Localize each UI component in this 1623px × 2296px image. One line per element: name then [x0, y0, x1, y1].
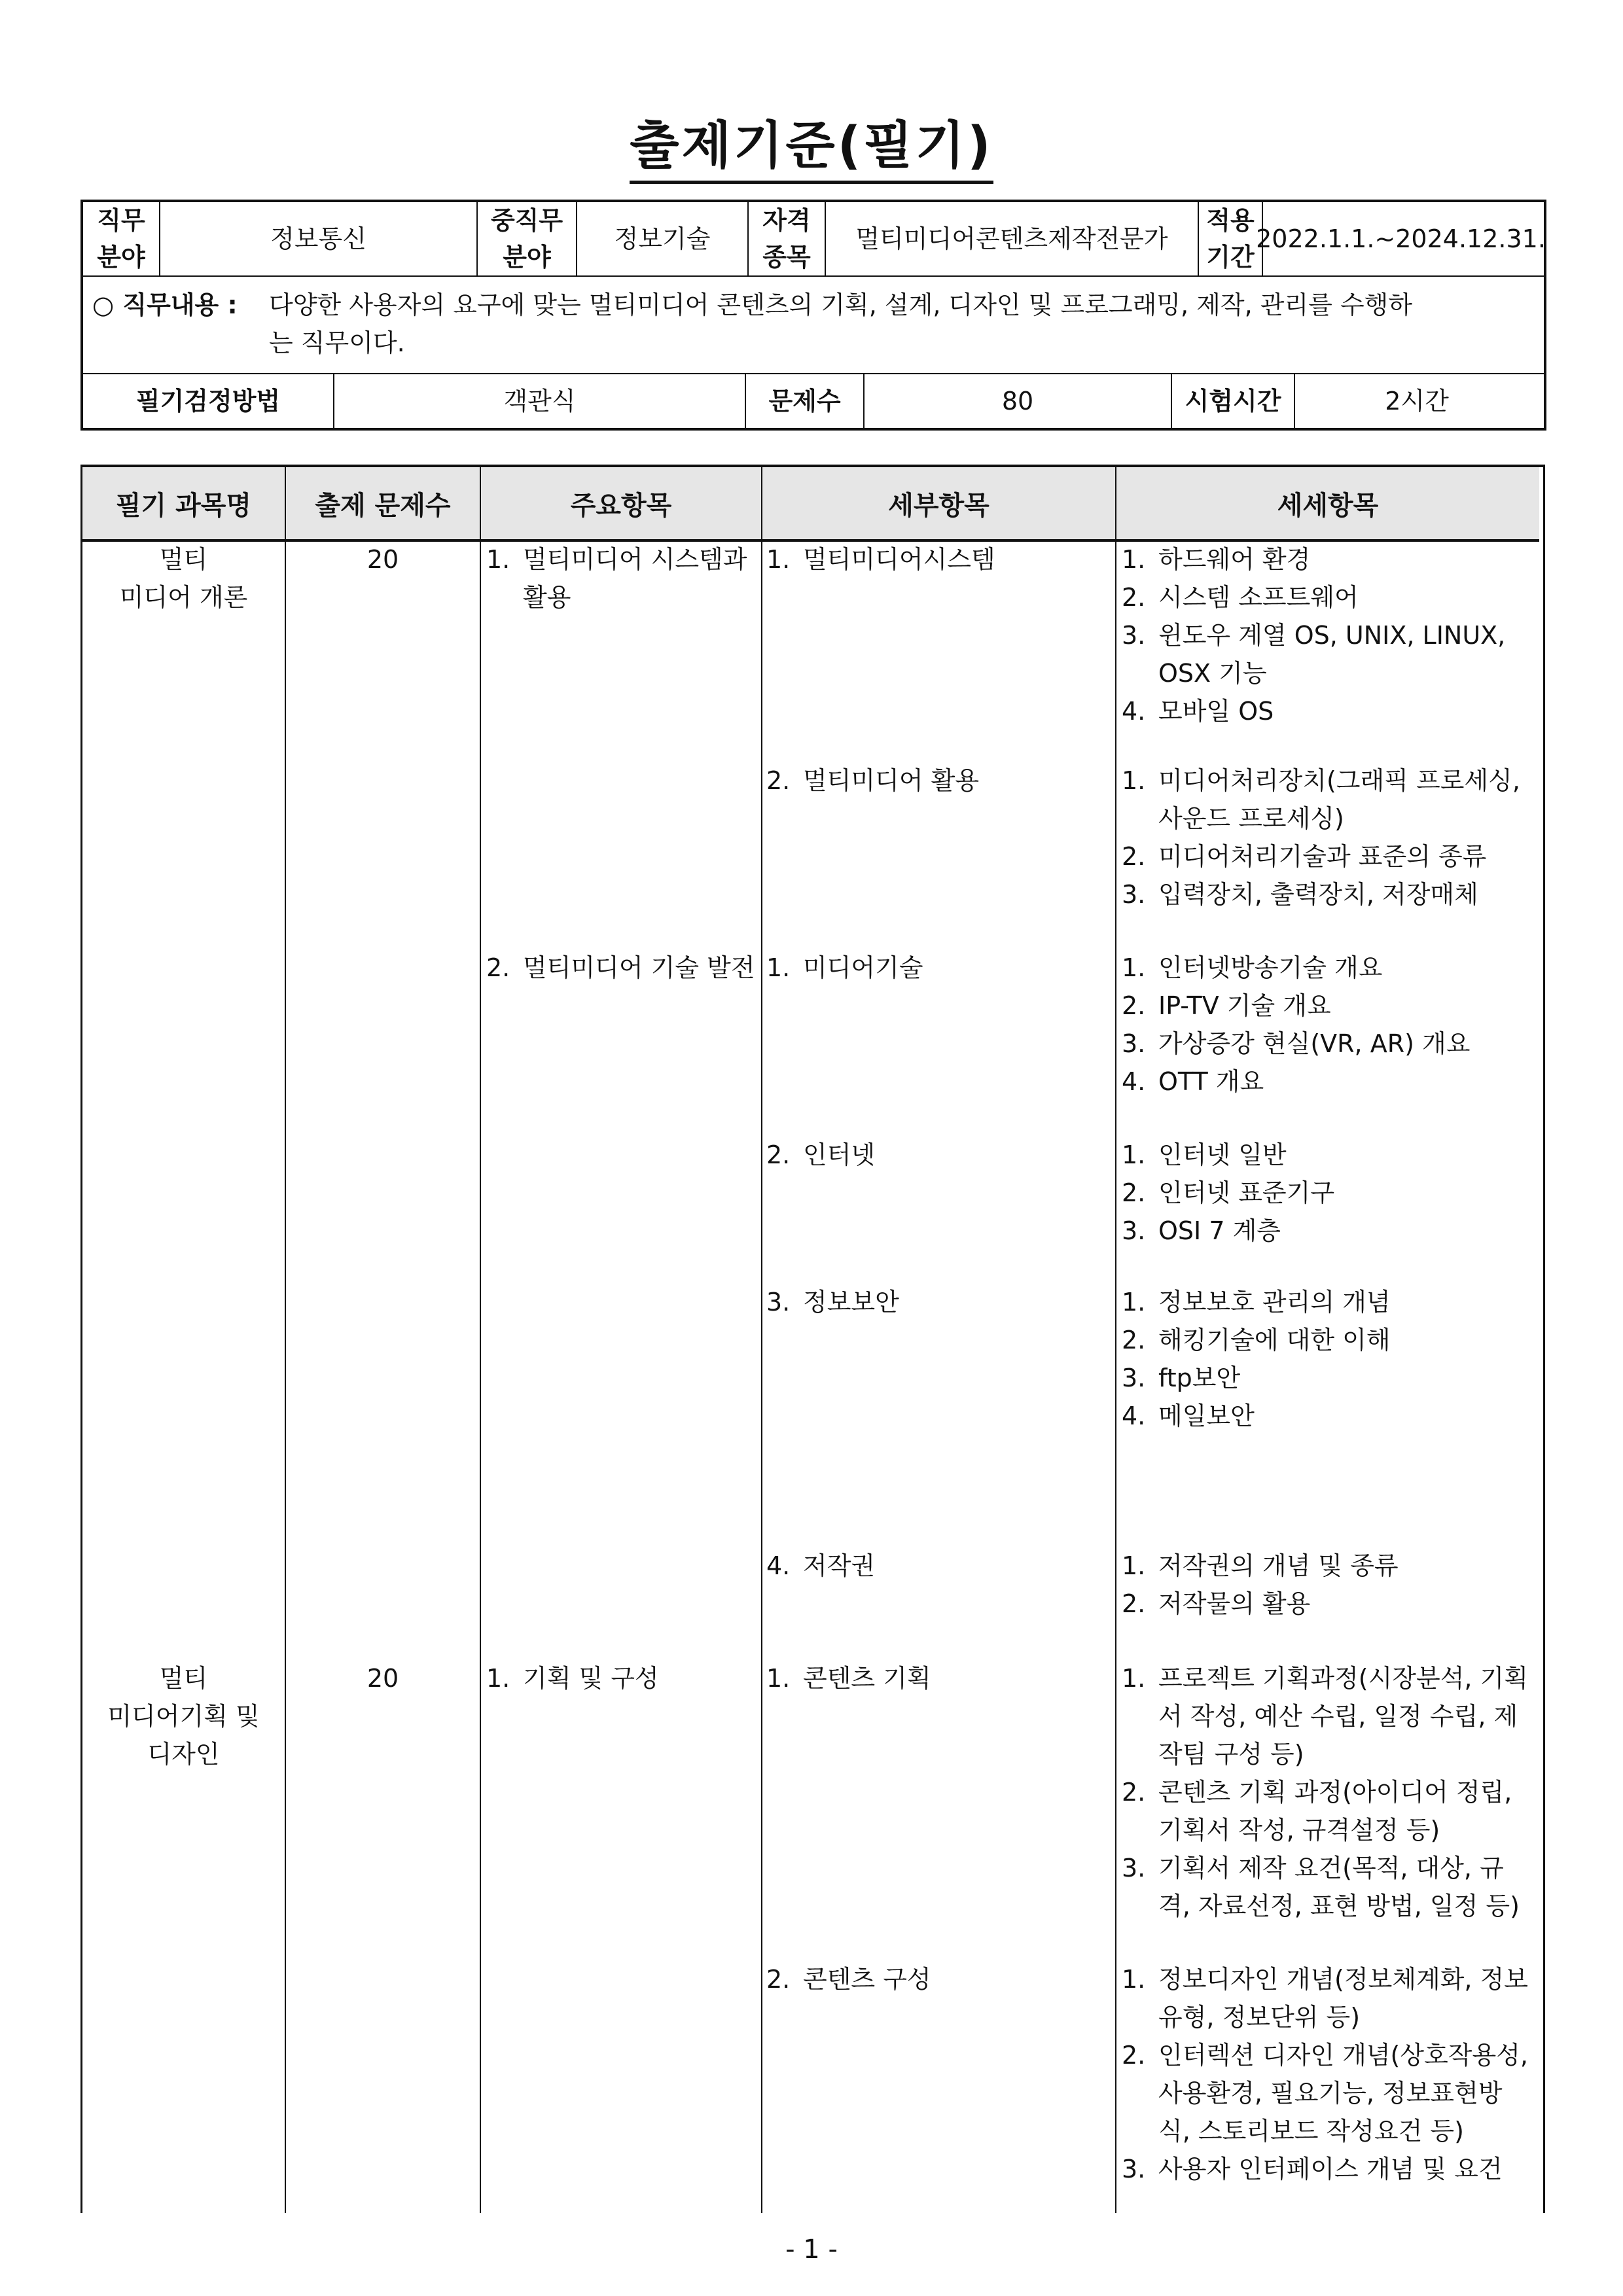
mid-field-label: 중직무 분야: [478, 202, 577, 275]
list-item: 3. OSI 7 계층: [1122, 1216, 1281, 1245]
header-subject: 필기 과목명: [115, 490, 252, 521]
page-number: - 1 -: [785, 2234, 838, 2265]
exam-info-table: [80, 200, 1546, 431]
list-item: 2. 인터렉션 디자인 개념(상호작용성, 사용환경, 필요기능, 정보표현방식, 스토리보드 작성요건 등): [1122, 2041, 1528, 2146]
column-divider: [480, 467, 481, 2213]
header-detail-item: 세세항목: [1277, 490, 1379, 521]
header-sub-item: 세부항목: [888, 490, 990, 521]
table-header: [82, 467, 1539, 542]
column-divider: [285, 467, 286, 2213]
job-field-label: 직무 분야: [83, 202, 160, 275]
list-item: 3. 입력장치, 출력장치, 저장매체: [1122, 880, 1478, 909]
count-label: 문제수: [746, 374, 865, 428]
list-item: 1. 저작권의 개념 및 종류: [1122, 1551, 1399, 1580]
period-label: 적용 기간: [1199, 202, 1263, 275]
sub-item: 1. 멀티미디어시스템: [766, 545, 995, 574]
list-item: 3. 가상증강 현실(VR, AR) 개요: [1122, 1029, 1471, 1058]
list-item: 2. 저작물의 활용: [1122, 1589, 1311, 1618]
qualification-label: 자격 종목: [749, 202, 826, 275]
column-divider: [1115, 467, 1116, 2213]
sub-item: 4. 저작권: [766, 1551, 876, 1580]
detail-item-list: [1122, 1960, 1534, 2188]
syllabus-table: [80, 465, 1545, 2213]
duty-text: 다양한 사용자의 요구에 맞는 멀티미디어 콘텐츠의 기획, 설계, 디자인 및 프로그래밍, 제작, 관리를 수행하는 직무이다.: [269, 291, 1413, 357]
subject-name: 멀티 미디어기획 및 디자인: [107, 1664, 260, 1769]
header-count: 출제 문제수: [315, 490, 451, 521]
sub-item: 2. 멀티미디어 활용: [766, 766, 980, 795]
method-value: 객관식: [334, 374, 746, 428]
duty-description: [83, 277, 1544, 373]
list-item: 3. 기획서 제작 요건(목적, 대상, 규격, 자료선정, 표현 방법, 일정 등): [1122, 1854, 1520, 1920]
detail-item-list: [1122, 1659, 1534, 1925]
detail-item-list: [1122, 949, 1534, 1101]
sub-item: 1. 미디어기술: [766, 953, 923, 982]
sub-item: 1. 콘텐츠 기획: [766, 1664, 931, 1693]
page-title: 출제기준(필기): [0, 105, 1623, 184]
method-label: 필기검정방법: [83, 374, 334, 428]
list-item: 3. 윈도우 계열 OS, UNIX, LINUX, OSX 기능: [1122, 621, 1506, 688]
list-item: 1. 인터넷 일반: [1122, 1140, 1287, 1169]
list-item: 1. 프로젝트 기획과정(시장분석, 기획서 작성, 예산 수립, 일정 수립, 제작팀 구성 등): [1122, 1664, 1528, 1769]
count-value: 80: [865, 374, 1172, 428]
list-item: 2. 미디어처리기술과 표준의 종류: [1122, 842, 1487, 871]
list-item: 1. 미디어처리장치(그래픽 프로세싱, 사운드 프로세싱): [1122, 766, 1520, 833]
list-item: 2. 콘텐츠 기획 과정(아이디어 정립, 기획서 작성, 규격설정 등): [1122, 1778, 1512, 1845]
list-item: 1. 정보보호 관리의 개념: [1122, 1288, 1391, 1316]
detail-item-list: [1122, 1547, 1534, 1623]
qualification-value: 멀티미디어콘텐츠제작전문가: [826, 202, 1199, 275]
list-item: 4. OTT 개요: [1122, 1067, 1264, 1096]
main-item: 2. 멀티미디어 기술 발전: [486, 953, 755, 982]
subject-name: 멀티 미디어 개론: [119, 545, 248, 612]
subject-count: 20: [366, 545, 399, 574]
period-value: 2022.1.1.~2024.12.31.: [1256, 224, 1546, 253]
list-item: 1. 하드웨어 환경: [1122, 545, 1311, 574]
header-main-item: 주요항목: [570, 490, 672, 521]
time-value: 2시간: [1385, 387, 1449, 415]
detail-item-list: [1122, 540, 1534, 730]
main-item: 1. 기획 및 구성: [486, 1664, 659, 1693]
list-item: 3. ftp보안: [1122, 1364, 1241, 1392]
duty-label: ○ 직무내용 :: [92, 291, 238, 319]
list-item: 1. 정보디자인 개념(정보체계화, 정보유형, 정보단위 등): [1122, 1965, 1528, 2032]
sub-item: 3. 정보보안: [766, 1288, 899, 1316]
detail-item-list: [1122, 1136, 1534, 1250]
list-item: 3. 사용자 인터페이스 개념 및 요건: [1122, 2155, 1503, 2183]
mid-field-value: 정보기술: [577, 202, 749, 275]
time-label: 시험시간: [1172, 374, 1295, 428]
list-item: 2. 시스템 소프트웨어: [1122, 583, 1359, 612]
subject-count: 20: [366, 1664, 399, 1693]
sub-item: 2. 콘텐츠 구성: [766, 1965, 931, 1994]
detail-item-list: [1122, 1283, 1534, 1435]
list-item: 2. 인터넷 표준기구: [1122, 1178, 1335, 1207]
sub-item: 2. 인터넷: [766, 1140, 876, 1169]
detail-item-list: [1122, 762, 1534, 913]
list-item: 4. 메일보안: [1122, 1402, 1255, 1430]
main-item: 1. 멀티미디어 시스템과 활용: [486, 545, 747, 612]
column-divider: [761, 467, 762, 2213]
list-item: 1. 인터넷방송기술 개요: [1122, 953, 1383, 982]
list-item: 2. 해킹기술에 대한 이해: [1122, 1326, 1391, 1354]
list-item: 2. IP-TV 기술 개요: [1122, 991, 1331, 1020]
job-field-value: 정보통신: [160, 202, 478, 275]
list-item: 4. 모바일 OS: [1122, 697, 1274, 726]
